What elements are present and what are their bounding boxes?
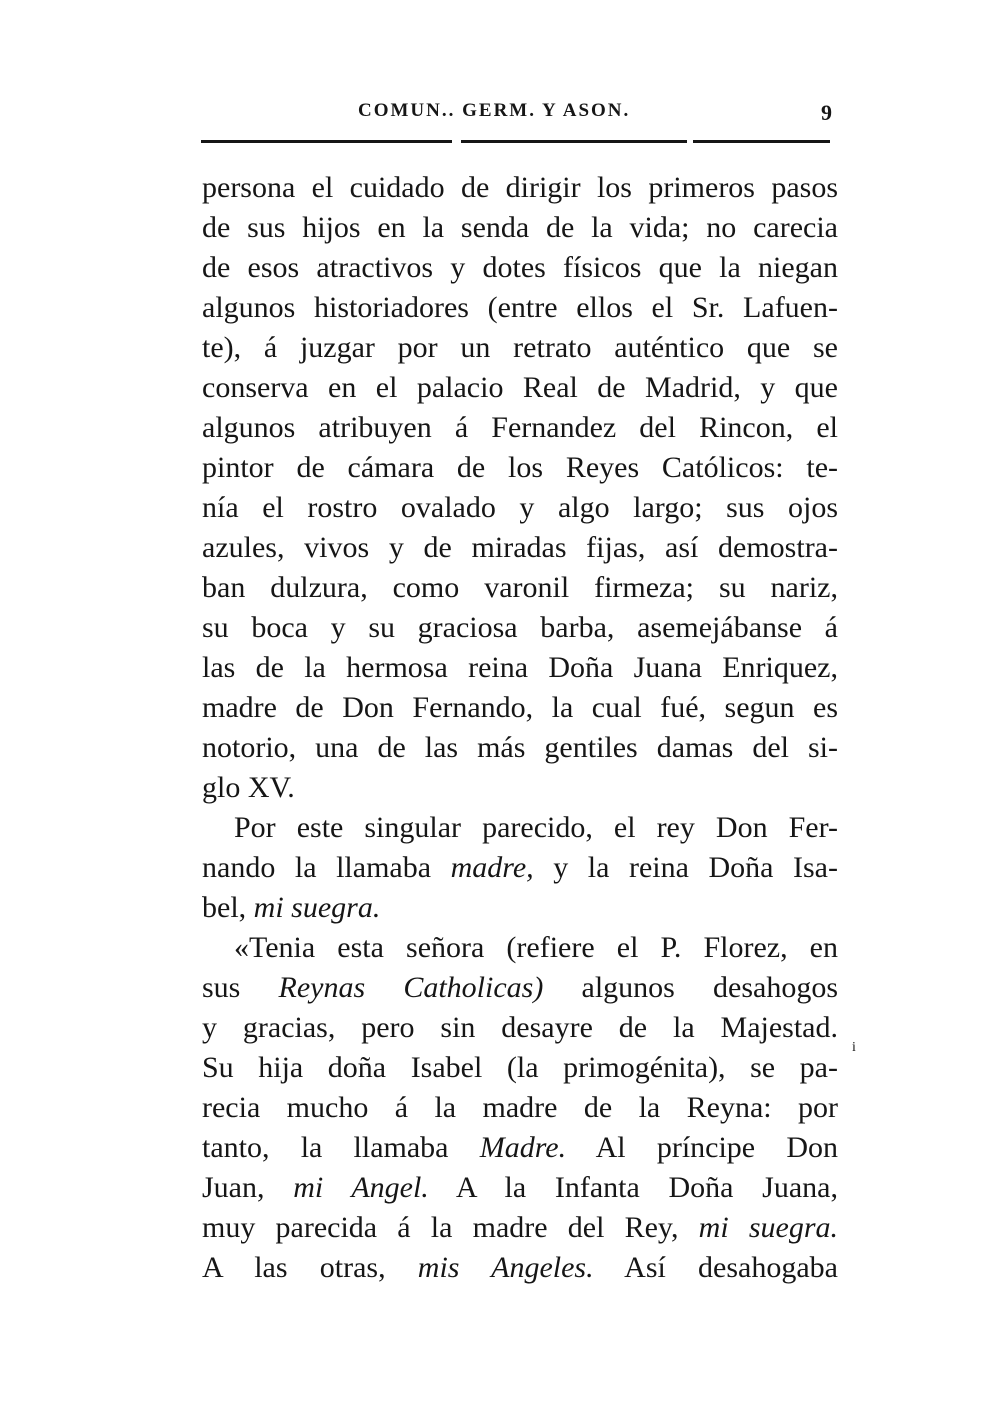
header-rule-middle xyxy=(461,140,687,143)
text-run: Así desahogaba xyxy=(593,1251,838,1284)
text-run: Al príncipe Don xyxy=(566,1131,838,1164)
header-rule-right xyxy=(693,140,830,143)
italic-run: mi Angel. xyxy=(293,1171,429,1204)
text-line: madre de Don Fernando, la cual fué, segun es xyxy=(202,691,838,724)
text-run: nando la llamaba xyxy=(202,851,451,884)
text-line: algunos atribuyen á Fernandez del Rincon, el xyxy=(202,411,838,444)
text-line xyxy=(202,848,838,888)
page-number: 9 xyxy=(821,100,832,125)
running-head-title: COMUN.. GERM. Y ASON. xyxy=(358,100,631,121)
text-line: algunos historiadores (entre ellos el Sr. Lafuen- xyxy=(202,291,838,324)
text-line: «Tenia esta señora (refiere el P. Florez, en xyxy=(234,931,838,964)
text-line: de esos atractivos y dotes físicos que la niegan xyxy=(202,251,838,284)
text-line: te), á juzgar por un retrato auténtico que se xyxy=(202,331,838,364)
text-line: nía el rostro ovalado y algo largo; sus ojos xyxy=(202,491,838,524)
text-run: muy parecida á la madre del Rey, xyxy=(202,1211,699,1244)
italic-run: mi suegra. xyxy=(253,891,381,924)
text-line: persona el cuidado de dirigir los primeros pasos xyxy=(202,171,838,204)
body-text xyxy=(202,168,838,1288)
italic-run: madre, xyxy=(450,851,534,884)
text-line xyxy=(202,1128,838,1168)
text-line xyxy=(202,1168,838,1208)
text-line xyxy=(202,1248,838,1288)
text-run: bel, xyxy=(202,891,254,924)
text-run: sus xyxy=(202,971,279,1004)
text-line: su boca y su graciosa barba, asemejábanse á xyxy=(202,611,838,644)
text-line xyxy=(202,968,838,1008)
header-rule-left xyxy=(201,140,452,143)
text-line: Por este singular parecido, el rey Don Fer- xyxy=(234,811,838,844)
italic-run: Reynas Catholicas) xyxy=(278,971,544,1004)
text-line: notorio, una de las más gentiles damas del si- xyxy=(202,731,838,764)
text-line: las de la hermosa reina Doña Juana Enriquez, xyxy=(202,651,838,684)
text-run: tanto, la llamaba xyxy=(202,1131,480,1164)
text-line xyxy=(202,888,838,928)
text-line: glo XV. xyxy=(202,771,295,804)
text-run: y la reina Doña Isa- xyxy=(533,851,838,884)
text-run: A las otras, xyxy=(202,1251,418,1284)
text-run: A la Infanta Doña Juana, xyxy=(428,1171,838,1204)
text-line: ban dulzura, como varonil firmeza; su nariz, xyxy=(202,571,838,604)
margin-mark: i xyxy=(852,1040,856,1055)
text-line: y gracias, pero sin desayre de la Majestad. xyxy=(202,1011,838,1044)
italic-run: Madre. xyxy=(479,1131,567,1164)
text-line: pintor de cámara de los Reyes Católicos: te- xyxy=(202,451,838,484)
text-line: azules, vivos y de miradas fijas, así demostra- xyxy=(202,531,838,564)
text-line: Su hija doña Isabel (la primogénita), se pa- xyxy=(202,1051,838,1084)
italic-run: mis Angeles. xyxy=(417,1251,594,1284)
text-line: conserva en el palacio Real de Madrid, y que xyxy=(202,371,838,404)
italic-run: mi suegra. xyxy=(698,1211,839,1244)
text-line: de sus hijos en la senda de la vida; no carecia xyxy=(202,211,838,244)
text-line xyxy=(202,1208,838,1248)
text-line: recia mucho á la madre de la Reyna: por xyxy=(202,1091,838,1124)
running-head xyxy=(200,100,832,130)
text-run: Juan, xyxy=(202,1171,294,1204)
text-run: algunos desahogos xyxy=(543,971,838,1004)
